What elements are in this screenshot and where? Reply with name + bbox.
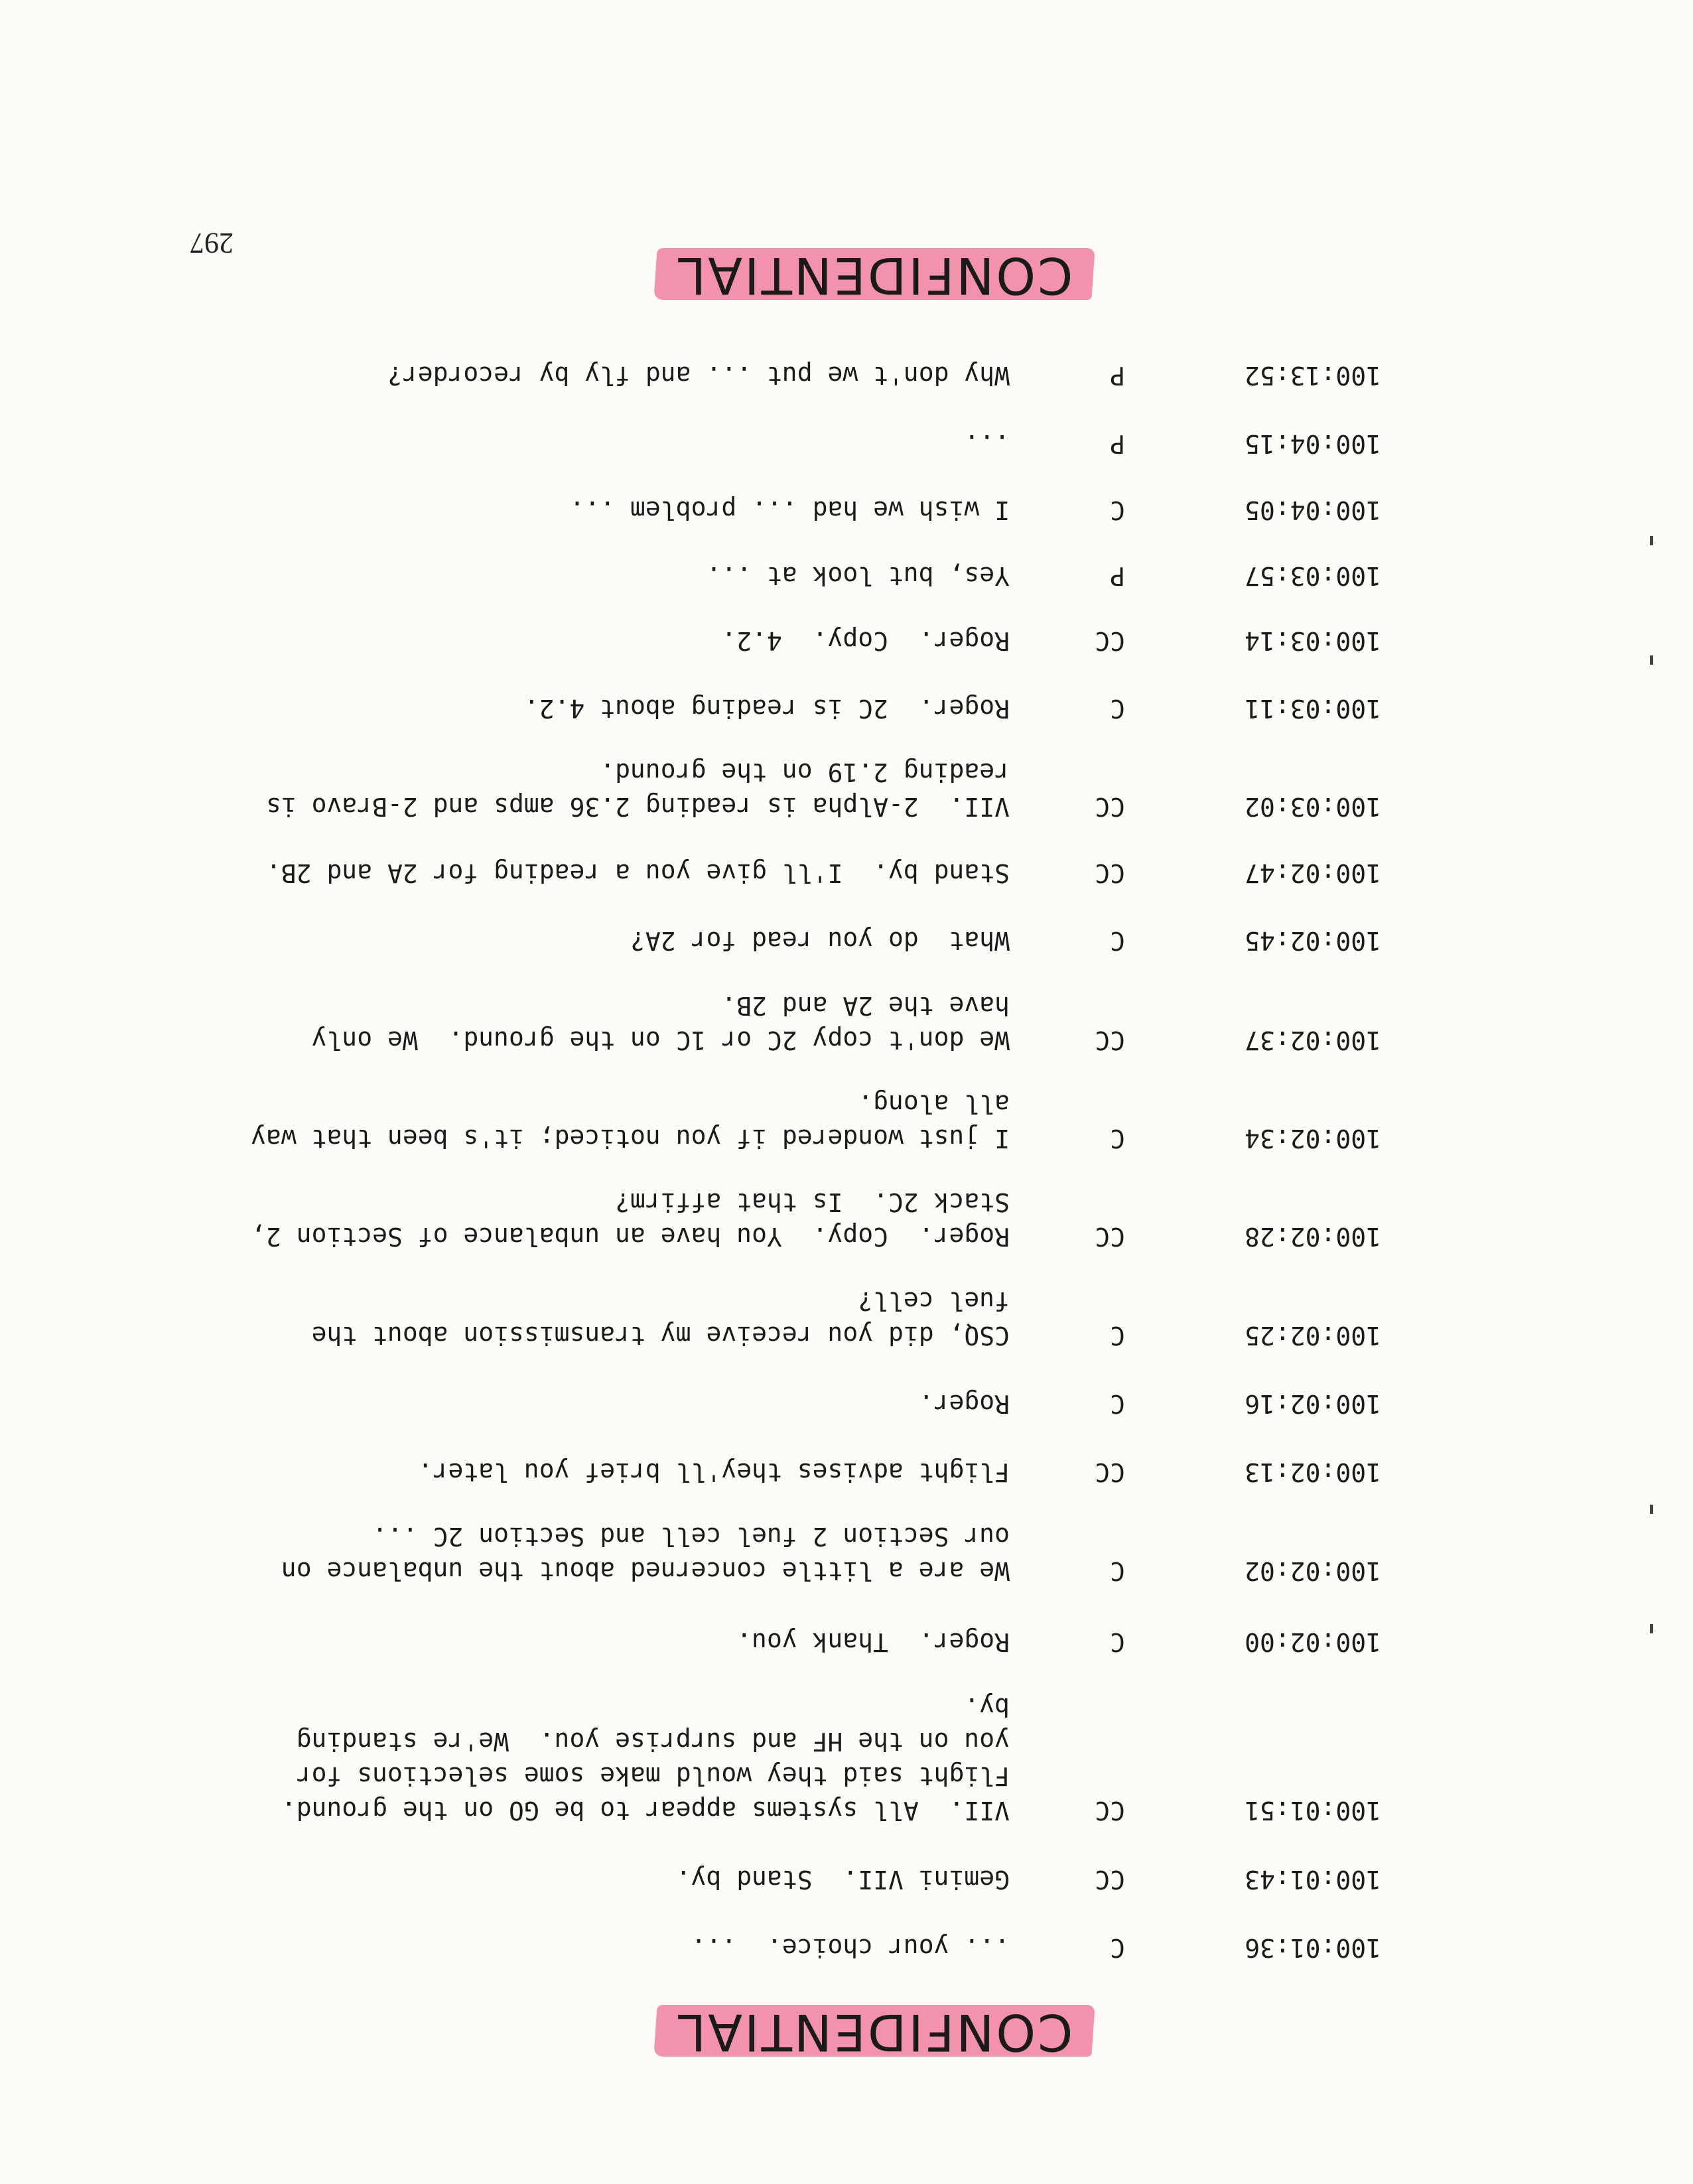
utterance: Why don't we put ... and fly by recorder? [387,361,1010,390]
timestamp: 100:03:02 [1245,792,1381,821]
timestamp: 100:02:13 [1245,1458,1381,1487]
timestamp: 100:04:15 [1245,429,1381,458]
timestamp: 100:01:43 [1245,1865,1381,1894]
timestamp: 100:02:02 [1245,1556,1381,1586]
timestamp: 100:01:36 [1245,1933,1381,1962]
speaker: CC [1095,858,1125,888]
utterance: ... [964,429,1010,458]
margin-mark [1650,536,1653,545]
speaker: CC [1095,1026,1125,1055]
stamp-text: CONFIDENTIAL [675,246,1073,305]
utterance: Roger. [918,1389,1010,1418]
utterance: I just wondered if you noticed; it's been that way all along. [251,1089,1010,1153]
speaker: CC [1095,792,1125,821]
speaker: C [1110,1556,1125,1586]
utterance: VII. All systems appear to be GO on the ground. Flight said they would make some selections for you on the HF and surprise you. We're standing by. [281,1692,1010,1825]
confidential-stamp-top [662,2004,1087,2061]
utterance: We don't copy 2C or 1C on the ground. We only have the 2A and 2B. [311,991,1010,1055]
timestamp: 100:02:45 [1245,926,1381,955]
timestamp: 100:02:47 [1245,858,1381,888]
speaker: C [1110,694,1125,723]
utterance: Stand by. I'll give you a reading for 2A and 2B. [265,858,1010,888]
utterance: CSQ, did you receive my transmission about the fuel cell? [311,1286,1010,1350]
timestamp: 100:02:00 [1245,1627,1381,1657]
utterance: Yes, but look at ... [706,561,1010,590]
utterance: Roger. Copy. 4.2. [721,626,1010,655]
utterance: What do you read for 2A? [630,926,1010,955]
utterance: VII. 2-Alpha is reading 2.36 amps and 2-Bravo is reading 2.19 on the ground. [265,758,1010,821]
utterance: Flight advises they'll brief you later. [417,1458,1010,1487]
speaker: CC [1095,1796,1125,1825]
speaker: CC [1095,1458,1125,1487]
speaker: C [1110,1389,1125,1418]
page-number: 297 [190,227,234,259]
speaker: CC [1095,1865,1125,1894]
margin-mark [1650,1624,1653,1633]
speaker: C [1110,1124,1125,1153]
speaker: C [1110,1321,1125,1350]
timestamp: 100:03:11 [1245,694,1381,723]
utterance: We are a little concerned about the unbalance on our Section 2 fuel cell and Section 2C ... [281,1522,1010,1586]
margin-mark [1650,655,1653,665]
timestamp: 100:04:05 [1245,496,1381,525]
timestamp: 100:02:28 [1245,1222,1381,1251]
speaker: CC [1095,1222,1125,1251]
speaker: P [1110,561,1125,590]
speaker: C [1110,1933,1125,1962]
utterance: Roger. Copy. You have an unbalance of Section 2, Stack 2C. Is that affirm? [251,1188,1010,1251]
speaker: CC [1095,626,1125,655]
timestamp: 100:02:34 [1245,1124,1381,1153]
speaker: C [1110,1627,1125,1657]
timestamp: 100:02:25 [1245,1321,1381,1350]
speaker: C [1110,496,1125,525]
utterance: Gemini VII. Stand by. [675,1865,1010,1894]
timestamp: 100:02:16 [1245,1389,1381,1418]
speaker: C [1110,926,1125,955]
utterance: ... your choice. ... [691,1933,1010,1962]
utterance: I wish we had ... problem ... [569,496,1010,525]
utterance: Roger. Thank you. [736,1627,1010,1657]
stamp-text: CONFIDENTIAL [675,2003,1073,2062]
timestamp: 100:03:14 [1245,626,1381,655]
confidential-stamp-bottom [662,247,1087,304]
timestamp: 100:01:51 [1245,1796,1381,1825]
timestamp: 100:02:37 [1245,1026,1381,1055]
timestamp: 100:13:52 [1245,361,1381,390]
timestamp: 100:03:57 [1245,561,1381,590]
speaker: P [1110,429,1125,458]
utterance: Roger. 2C is reading about 4.2. [523,694,1010,723]
margin-mark [1650,1505,1653,1514]
speaker: P [1110,361,1125,390]
